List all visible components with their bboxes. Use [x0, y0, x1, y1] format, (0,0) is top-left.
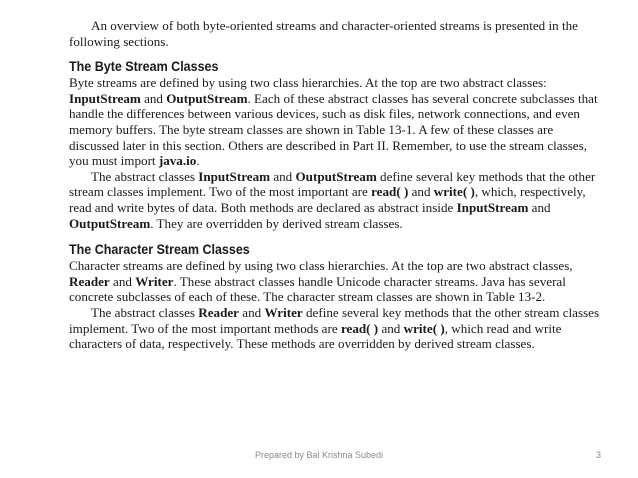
code-term: read( ) [340, 320, 379, 336]
text-run: . Each of these abstract classes has several concrete subclasses that handle the differences between various devices, such as disk files, network connections, and even memory buffers. The byte stream classes are shown in Table 13-1. A few of these classes are discussed later in this section. Others are described in Part II. Remember, to use the stream classes, you must import [69, 90, 598, 169]
text-run: . These abstract classes handle Unicode character streams. Java has several concrete subclasses of each of these. The character stream classes are shown in Table 13-2. [69, 273, 566, 305]
footer-credit: Prepared by Bal Krishna Subedi [254, 450, 384, 460]
code-term: Writer [264, 304, 303, 320]
character-stream-heading: The Character Stream Classes [69, 242, 250, 258]
code-term: java.io [158, 153, 197, 169]
byte-stream-paragraph-2 [69, 169, 601, 231]
character-stream-paragraph-1 [69, 258, 601, 305]
character-stream-paragraph-2 [69, 305, 601, 352]
text-run: . [196, 153, 200, 169]
code-term: Writer [135, 273, 174, 289]
document-body [69, 18, 601, 352]
page-number: 3 [595, 450, 601, 460]
code-term: InputStream [69, 90, 141, 106]
text-run: Byte streams are defined by using two class hierarchies. At the top are two abstract classes: [69, 75, 547, 91]
byte-stream-heading: The Byte Stream Classes [69, 59, 219, 75]
code-term: InputStream [456, 199, 529, 215]
text-run: and [528, 199, 551, 215]
text-run: and [140, 90, 167, 106]
text-run: and [378, 320, 404, 336]
code-term: Reader [198, 304, 239, 320]
text-run: . They are overridden by derived stream classes. [150, 215, 403, 231]
text-run: and [408, 184, 434, 200]
code-term: InputStream [198, 168, 271, 184]
code-term: write( ) [433, 184, 475, 200]
text-run: define several key methods that the other stream classes implement. Two of the most important methods are [69, 304, 600, 336]
code-term: OutputStream [166, 90, 248, 106]
code-term: OutputStream [295, 168, 377, 184]
text-run: define several key methods that the other stream classes implement. Two of the most important are [69, 168, 596, 200]
code-term: write( ) [403, 320, 445, 336]
code-term: Reader [69, 273, 110, 289]
text-run: Character streams are defined by using two class hierarchies. At the top are two abstract classes, [69, 258, 573, 274]
text-run: and [270, 168, 296, 184]
text-run: and [238, 304, 265, 320]
code-term: read( ) [371, 184, 409, 200]
text-run: The abstract classes [91, 304, 199, 320]
byte-stream-paragraph-1 [69, 75, 601, 169]
intro-paragraph: An overview of both byte-oriented streams and character-oriented streams is presented in the following sections. [69, 18, 578, 49]
text-run: , which read and write characters of data, respectively. These methods are overridden by derived stream classes. [69, 320, 562, 352]
text-run: , which, respectively, read and write bytes of data. Both methods are declared as abstract inside [69, 184, 586, 215]
code-term: OutputStream [69, 215, 151, 231]
text-run: and [109, 273, 136, 289]
text-run: The abstract classes [91, 168, 199, 184]
